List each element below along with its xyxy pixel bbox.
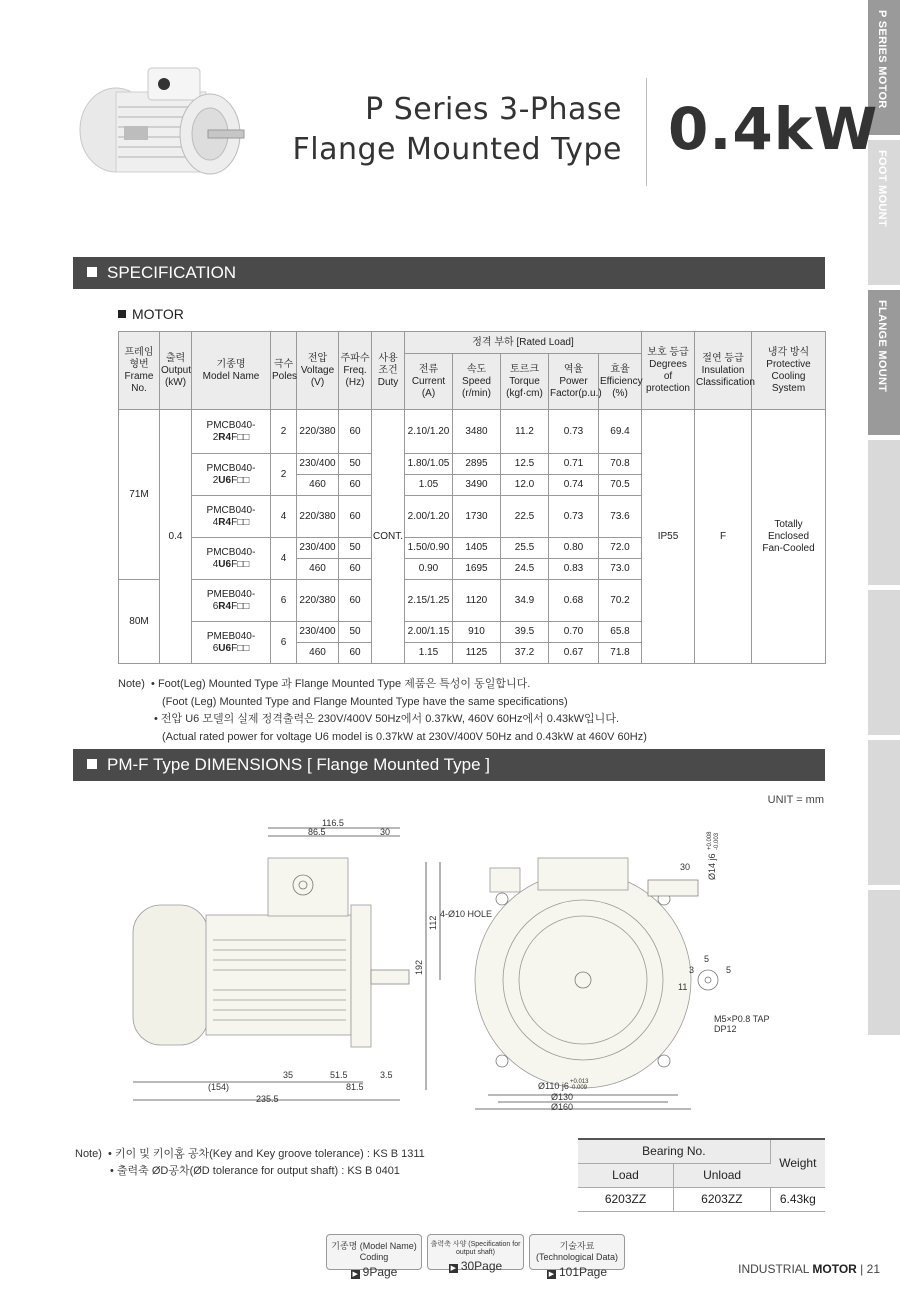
voltage-cell: 460 [297,559,339,580]
motor-photo [78,62,248,192]
side-tab-label: FLANGE MOUNT [876,300,888,393]
eff-cell: 70.5 [599,475,642,496]
side-tab-label: P SERIES MOTOR [876,10,888,109]
eff-cell: 72.0 [599,538,642,559]
link-label: 기종명 (Model Name) Coding [331,1241,417,1262]
protection-cell: IP55 [642,410,695,664]
col-header-voltage: 전압 Voltage (V) [297,332,339,410]
square-bullet-icon [87,267,97,277]
insulation-cell: F [695,410,752,664]
bearing-table [578,1138,825,1212]
eff-cell: 71.8 [599,643,642,664]
link-output-shaft[interactable] [427,1234,524,1273]
page-title [293,90,623,170]
note-line: • 전압 U6 모델의 실제 정격출력은 230V/400V 50Hz에서 0.37kW, 460V 60Hz에서 0.43kW입니다. [154,713,619,725]
pf-cell: 0.83 [549,559,599,580]
note-label: Note) [75,1148,102,1160]
arrow-icon: ▶ [352,1271,358,1278]
poles-cell: 4 [271,538,297,580]
freq-cell: 50 [339,538,372,559]
dim-5a: 5 [704,954,710,964]
col-header-insulation: 절연 등급 Insulation Classification [695,332,752,410]
freq-cell: 50 [339,622,372,643]
current-cell: 1.50/0.90 [405,538,453,559]
link-page: 30Page [460,1259,503,1273]
col-header-torque: 토르크 Torque (kgf·cm) [501,354,549,410]
note-line: • Foot(Leg) Mounted Type 과 Flange Mounted Type 제품은 특성이 동일합니다. [151,678,531,690]
torque-cell: 11.2 [501,410,549,454]
dimensions-section-header [73,749,825,781]
unload-header: Unload [674,1163,771,1187]
freq-cell: 50 [339,454,372,475]
section-title: SPECIFICATION [107,263,237,282]
table-row [119,410,826,454]
dim-30-shaft: 30 [680,862,691,872]
note-line: (Actual rated power for voltage U6 model is 0.37kW at 230V/400V 50Hz and 0.43kW at 460V 60Hz) [162,730,647,743]
current-cell: 2.10/1.20 [405,410,453,454]
model-cell: PMCB040- 2R4F□□ [192,410,271,454]
unit-label: UNIT = mm [767,794,824,806]
unload-value: 6203ZZ [674,1187,771,1211]
link-page: 101Page [558,1265,608,1279]
bearing-header: Bearing No. [578,1139,770,1163]
voltage-cell: 220/380 [297,410,339,454]
torque-cell: 37.2 [501,643,549,664]
page-footer [738,1262,880,1276]
frame-cell: 71M [119,410,160,580]
dim-110: Ø110 j6 [538,1081,569,1091]
note-line: • 출력축 ØD공차(ØD tolerance for output shaft) : KS B 0401 [110,1165,400,1177]
speed-cell: 1730 [453,496,501,538]
model-cell: PMCB040- 4U6F□□ [192,538,271,580]
side-tab-blank [868,590,900,735]
weight-value: 6.43kg [770,1187,825,1211]
arrow-icon: ▶ [548,1271,555,1278]
terminal-box [268,858,348,916]
dim-tap: M5×P0.8 TAP [714,1014,770,1024]
pf-cell: 0.68 [549,580,599,622]
note-line: • 키이 및 키이홈 공차(Key and Key groove tolerance) : KS B 1311 [108,1148,425,1160]
dim-14-tol-dn: -0.003 [714,832,720,850]
model-cell: PMCB040- 2U6F□□ [192,454,271,496]
spec-table [118,331,826,664]
speed-cell: 3490 [453,475,501,496]
speed-cell: 2895 [453,454,501,475]
torque-cell: 34.9 [501,580,549,622]
side-tab-label: FOOT MOUNT [876,150,888,227]
pf-cell: 0.74 [549,475,599,496]
link-model-coding[interactable] [326,1234,422,1279]
cooling-cell: Totally Enclosed Fan-Cooled [752,410,826,664]
dim-112: 112 [428,915,438,930]
table-row [578,1187,825,1211]
model-cell: PMCB040- 4R4F□□ [192,496,271,538]
dim-81-5: 81.5 [346,1082,364,1092]
current-cell: 2.15/1.25 [405,580,453,622]
link-label: 기술자료 (Technological Data) [535,1241,619,1262]
spec-notes [118,676,647,746]
footer-bold: MOTOR [812,1262,857,1276]
output-cell: 0.4 [160,410,192,664]
col-header-output: 출력 Output (kW) [160,332,192,410]
torque-cell: 25.5 [501,538,549,559]
col-header-power-factor: 역율 Power Factor(p.u.) [549,354,599,410]
model-cell: PMEB040- 6R4F□□ [192,580,271,622]
note-label: Note) [118,678,145,690]
poles-cell: 6 [271,580,297,622]
dim-110-tol-up: +0.013 [570,1079,589,1085]
note-line: (Foot (Leg) Mounted Type and Flange Mounted Type have the same specifications) [162,695,568,708]
pf-cell: 0.71 [549,454,599,475]
flange-side [351,905,371,1047]
col-header-rated-load: 정격 부하 [Rated Load] [405,332,642,354]
col-header-speed: 속도 Speed (r/min) [453,354,501,410]
col-header-duty: 사용 조건 Duty [372,332,405,410]
col-header-frame: 프레임 형번 Frame No. [119,332,160,410]
freq-cell: 60 [339,496,372,538]
speed-cell: 1125 [453,643,501,664]
dim-110-tol-dn: -0.009 [570,1085,588,1091]
weight-header: Weight [770,1139,825,1187]
title-line-1: P Series 3-Phase [365,92,622,127]
dim-235-5: 235.5 [256,1094,279,1104]
voltage-cell: 220/380 [297,580,339,622]
link-label: 출력축 사양 (Specification for output shaft) [430,1241,521,1256]
speed-cell: 1405 [453,538,501,559]
section-title: PM-F Type DIMENSIONS [ Flange Mounted Type ] [107,755,490,774]
link-page: 9Page [362,1265,398,1279]
torque-cell: 39.5 [501,622,549,643]
fan-cover [133,905,208,1045]
motor-subheading [118,306,184,322]
freq-cell: 60 [339,559,372,580]
torque-cell: 12.5 [501,454,549,475]
dim-192: 192 [414,959,424,975]
dim-30-top: 30 [380,827,391,837]
subheading-label: MOTOR [132,306,184,322]
dim-14: Ø14 j6 [707,853,717,880]
load-value: 6203ZZ [578,1187,674,1211]
side-tab-flange-mount[interactable] [868,290,900,435]
speed-cell: 3480 [453,410,501,454]
page-number: 21 [866,1262,880,1276]
pf-cell: 0.67 [549,643,599,664]
dim-3: 3 [689,965,695,975]
current-cell: 1.05 [405,475,453,496]
dim-hole: 4-Ø10 HOLE [440,909,493,919]
col-header-current: 전류 Current (A) [405,354,453,410]
eff-cell: 73.0 [599,559,642,580]
eff-cell: 70.2 [599,580,642,622]
duty-cell: CONT. [372,410,405,664]
square-bullet-icon [87,759,97,769]
dim-5b: 5 [726,965,732,975]
col-header-model: 기종명 Model Name [192,332,271,410]
shaft-side [371,970,409,984]
torque-cell: 22.5 [501,496,549,538]
flange-front [475,872,691,1088]
model-cell: PMEB040- 6U6F□□ [192,622,271,664]
title-line-2: Flange Mounted Type [292,132,622,167]
col-header-poles: 극수 Poles [271,332,297,410]
pf-cell: 0.80 [549,538,599,559]
title-divider [646,78,647,186]
footer-separator: | [860,1262,864,1276]
freq-cell: 60 [339,580,372,622]
voltage-cell: 230/400 [297,538,339,559]
voltage-cell: 230/400 [297,622,339,643]
voltage-cell: 460 [297,475,339,496]
dim-130: Ø130 [551,1092,574,1102]
col-header-efficiency: 효율 Efficiency (%) [599,354,642,410]
dim-35: 35 [283,1070,294,1080]
freq-cell: 60 [339,410,372,454]
poles-cell: 2 [271,410,297,454]
voltage-cell: 460 [297,643,339,664]
col-header-cooling: 냉각 방식 Protective Cooling System [752,332,826,410]
pf-cell: 0.73 [549,410,599,454]
dim-3-5: 3.5 [380,1070,393,1080]
footer-prefix: INDUSTRIAL [738,1262,810,1276]
specification-section-header [73,257,825,289]
dim-160: Ø160 [551,1102,574,1112]
speed-cell: 1695 [453,559,501,580]
freq-cell: 60 [339,475,372,496]
speed-cell: 1120 [453,580,501,622]
frame-cell: 80M [119,580,160,664]
dim-116-5: 116.5 [322,818,344,828]
load-header: Load [578,1163,674,1187]
eff-cell: 73.6 [599,496,642,538]
current-cell: 1.15 [405,643,453,664]
power-rating: 0.4kW [668,95,879,163]
dimension-drawing [118,810,778,1120]
arrow-icon: ▶ [450,1265,456,1272]
eff-cell: 69.4 [599,410,642,454]
motor-body [206,915,351,1035]
current-cell: 0.90 [405,559,453,580]
pf-cell: 0.70 [549,622,599,643]
side-tab-blank [868,440,900,585]
side-tab-blank [868,890,900,1035]
pf-cell: 0.73 [549,496,599,538]
speed-cell: 910 [453,622,501,643]
eff-cell: 65.8 [599,622,642,643]
current-cell: 2.00/1.20 [405,496,453,538]
side-tab-blank [868,740,900,885]
poles-cell: 6 [271,622,297,664]
col-header-protection: 보호 등급 Degrees of protection [642,332,695,410]
current-cell: 1.80/1.05 [405,454,453,475]
dim-51-5: 51.5 [330,1070,348,1080]
square-bullet-icon [118,310,126,318]
poles-cell: 4 [271,496,297,538]
poles-cell: 2 [271,454,297,496]
dimension-notes [75,1146,425,1180]
dim-154: (154) [208,1082,230,1092]
torque-cell: 24.5 [501,559,549,580]
voltage-cell: 230/400 [297,454,339,475]
dim-86-5: 86.5 [308,827,326,837]
freq-cell: 60 [339,643,372,664]
current-cell: 2.00/1.15 [405,622,453,643]
link-technological-data[interactable] [529,1234,625,1279]
eff-cell: 70.8 [599,454,642,475]
dim-14-tol-up: +0.008 [707,831,713,850]
torque-cell: 12.0 [501,475,549,496]
dim-dp: DP12 [714,1024,737,1034]
voltage-cell: 220/380 [297,496,339,538]
col-header-freq: 주파수 Freq. (Hz) [339,332,372,410]
dim-11: 11 [678,982,688,992]
